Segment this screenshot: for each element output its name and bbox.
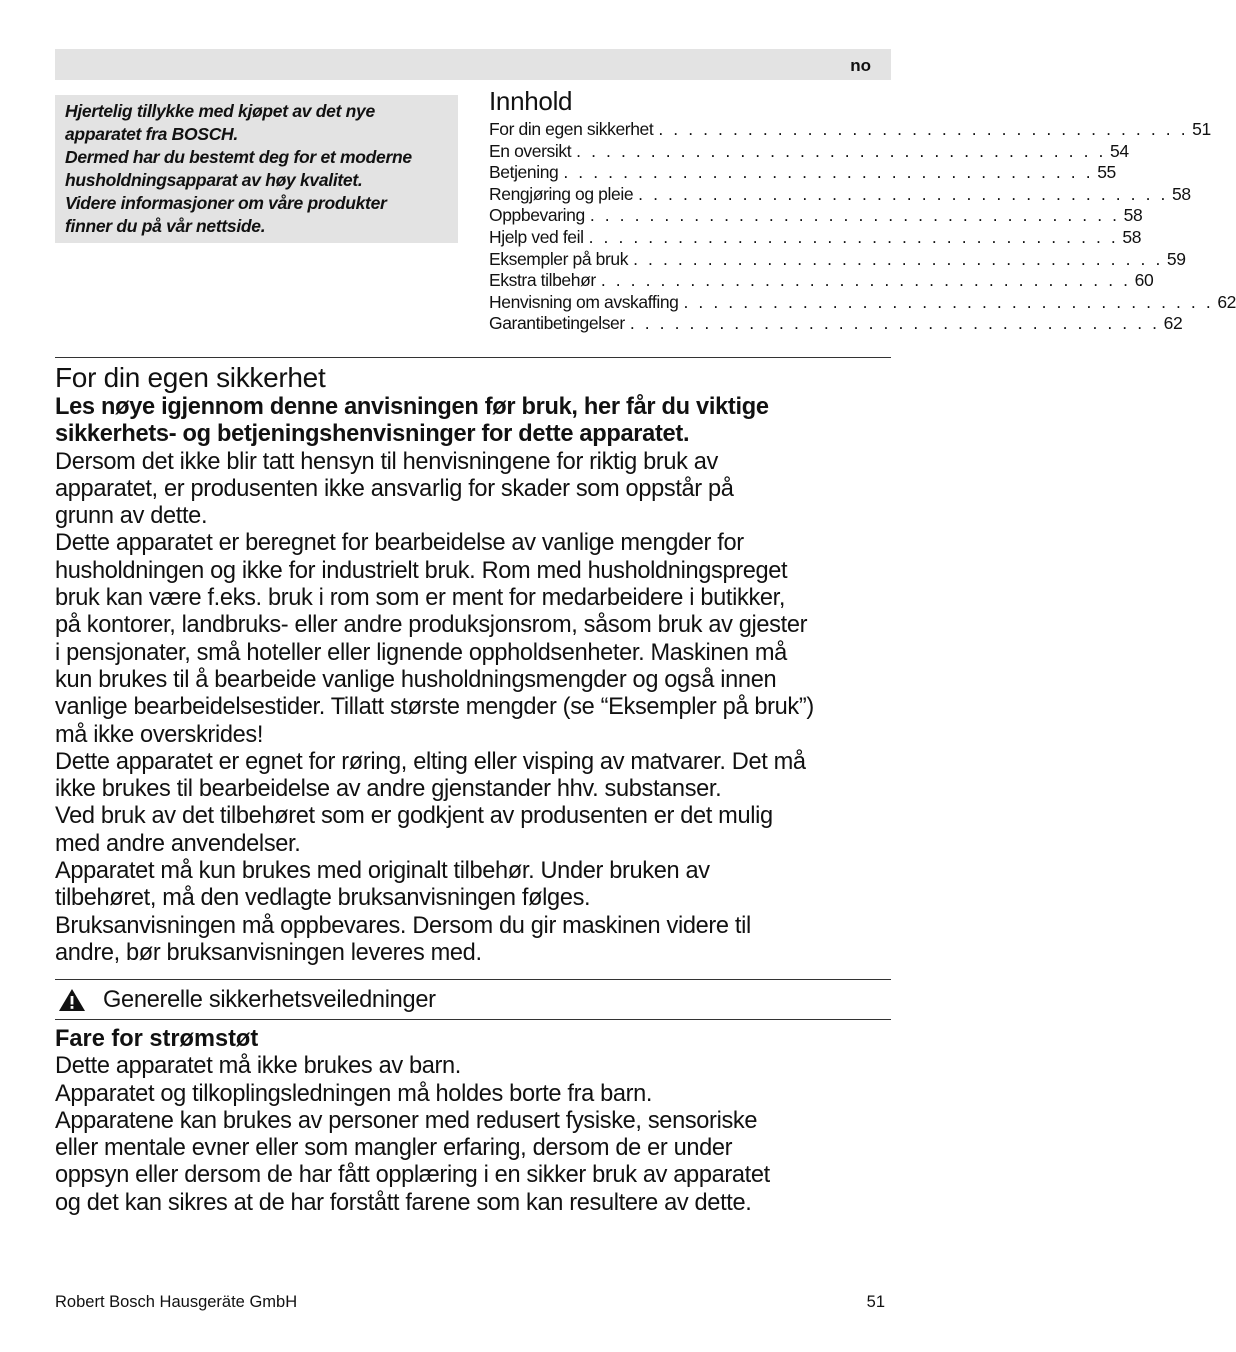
body-line: Ved bruk av det tilbehøret som er godkjent av produsenten er det mulig [55,803,773,830]
lead-line: Les nøye igjennom denne anvisningen før bruk, her får du viktige [55,394,769,420]
toc-item-page: 58 [1171,183,1191,204]
toc-item[interactable] [489,248,1186,271]
toc-leader: . . . . . . . . . . . . . . . . . . . . . . . . . . . . . . . . . . . . [658,119,1189,139]
toc-item-label: Rengjøring og pleie [489,183,634,204]
body-line: må ikke overskrides! [55,721,264,748]
general-safety-title: Generelle sikkerhetsveiledninger [103,987,436,1013]
intro-line: Hjertelig tillykke med kjøpet av det nye [65,101,375,121]
safety-section [55,362,891,967]
body-paragraphs [55,1053,891,1217]
body-line: Dette apparatet må ikke brukes av barn. [55,1053,462,1080]
table-of-contents [489,85,1236,335]
body-line: ikke brukes til bearbeidelse av andre gjenstander hhv. substanser. [55,776,722,803]
toc-item-label: En oversikt [489,140,572,161]
toc-leader: . . . . . . . . . . . . . . . . . . . . . . . . . . . . . . . . . . . . [633,248,1163,269]
general-safety-heading [55,983,891,1017]
toc-item[interactable] [489,205,1143,227]
toc-item-label: Eksempler på bruk [489,248,629,269]
toc-item-page: 60 [1134,270,1154,291]
body-paragraphs [55,449,891,968]
section-divider [55,357,891,358]
toc-leader: . . . . . . . . . . . . . . . . . . . . . . . . . . . . . . . . . . . . [629,313,1160,334]
body-line: apparatet, er produsenten ikke ansvarlig for skader som oppstår på [55,475,734,502]
body-line: Apparatet må kun brukes med originalt tilbehør. Under bruken av [55,858,710,885]
language-bar [55,49,891,80]
footer-company: Robert Bosch Hausgeräte GmbH [55,1293,298,1311]
body-line: eller mentale evner eller som mangler erfaring, dersom de er under [55,1135,733,1162]
toc-leader: . . . . . . . . . . . . . . . . . . . . . . . . . . . . . . . . . . . . [589,205,1120,226]
toc-item-label: Oppbevaring [489,205,585,226]
toc-item[interactable] [489,140,1129,163]
subheading: Fare for strømstøt [55,1026,259,1052]
toc-leader: . . . . . . . . . . . . . . . . . . . . . . . . . . . . . . . . . . . . [588,226,1119,247]
body-line: Apparatet og tilkoplingsledningen må holdes borte fra barn. [55,1080,653,1107]
toc-item-page: 59 [1166,248,1186,269]
toc-item-page: 62 [1217,291,1236,312]
toc-leader: . . . . . . . . . . . . . . . . . . . . . . . . . . . . . . . . . . . . [563,162,1094,183]
body-line: på kontorer, landbruks- eller andre produksjonsrom, såsom bruk av gjester [55,612,808,639]
toc-item[interactable] [489,313,1183,335]
toc-item-page: 58 [1123,205,1143,226]
intro-box [55,95,458,243]
footer-page-number: 51 [866,1293,885,1311]
toc-item-page: 55 [1097,162,1116,183]
body-line: oppsyn eller dersom de har fått opplæring i en sikker bruk av apparatet [55,1162,770,1189]
language-code: no [850,56,871,75]
body-line: i pensjonater, små hoteller eller lignende oppholdsenheter. Maskinen må [55,639,787,666]
body-line: og det kan sikres at de har forstått farene som kan resultere av dette. [55,1189,752,1216]
toc-item-label: Henvisning om avskaffing [489,291,679,312]
toc-item-label: Betjening [489,162,559,183]
body-line: Dette apparatet er egnet for røring, elting eller visping av matvarer. Det må [55,748,806,775]
toc-item[interactable] [489,291,1236,314]
toc-leader: . . . . . . . . . . . . . . . . . . . . . . . . . . . . . . . . . . . . [600,270,1131,291]
intro-line: Dermed har du bestemt deg for et moderne [65,147,412,167]
body-line: med andre anvendelser. [55,830,301,857]
body-line: husholdningen og ikke for industrielt bruk. Rom med husholdningspreget [55,557,788,584]
toc-leader: . . . . . . . . . . . . . . . . . . . . . . . . . . . . . . . . . . . . [683,291,1214,312]
electric-shock-section [55,1026,891,1217]
toc-item-page: 62 [1163,313,1183,334]
toc-item[interactable] [489,119,1211,141]
lead-line: sikkerhets- og betjeningshenvisninger for dette apparatet. [55,421,690,448]
body-line: Bruksanvisningen må oppbevares. Dersom du gir maskinen videre til [55,912,751,939]
lead-paragraph [55,394,891,449]
toc-item[interactable] [489,162,1116,184]
body-line: andre, bør bruksanvisningen leveres med. [55,939,482,966]
body-line: Dersom det ikke blir tatt hensyn til henvisningene for riktig bruk av [55,448,719,475]
body-line: grunn av dette. [55,503,208,530]
toc-item-page: 54 [1109,140,1129,161]
intro-line: husholdningsapparat av høy kvalitet. [65,170,363,190]
toc-leader: . . . . . . . . . . . . . . . . . . . . . . . . . . . . . . . . . . . . [576,140,1106,161]
section-divider [55,1019,891,1020]
toc-title: Innhold [489,86,573,116]
body-line: kun brukes til å bearbeide vanlige husholdningsmengder og også innen [55,666,777,693]
body-line: bruk kan være f.eks. bruk i rom som er ment for medarbeidere i butikker, [55,585,786,612]
intro-line: apparatet fra BOSCH. [65,124,238,144]
toc-item-page: 58 [1122,226,1142,247]
toc-item-label: For din egen sikkerhet [489,119,654,139]
section-divider [55,979,891,980]
toc-item[interactable] [489,270,1154,292]
toc-item-label: Hjelp ved feil [489,226,584,247]
toc-item[interactable] [489,226,1142,249]
toc-item[interactable] [489,183,1191,206]
intro-line: finner du på vår nettside. [65,216,266,236]
toc-item-label: Garantibetingelser [489,313,625,334]
toc-leader: . . . . . . . . . . . . . . . . . . . . . . . . . . . . . . . . . . . . [638,183,1168,204]
toc-item-page: 51 [1192,119,1211,139]
warning-triangle-icon [58,988,86,1012]
body-line: Apparatene kan brukes av personer med redusert fysiske, sensoriske [55,1107,758,1134]
body-line: vanlige bearbeidelsestider. Tillatt største mengder (se “Eksempler på bruk”) [55,694,814,721]
toc-item-label: Ekstra tilbehør [489,270,596,291]
body-line: tilbehøret, må den vedlagte bruksanvisningen følges. [55,885,591,912]
intro-line: Videre informasjoner om våre produkter [65,193,387,213]
body-line: Dette apparatet er beregnet for bearbeidelse av vanlige mengder for [55,530,744,557]
section-title: For din egen sikkerhet [55,362,326,393]
